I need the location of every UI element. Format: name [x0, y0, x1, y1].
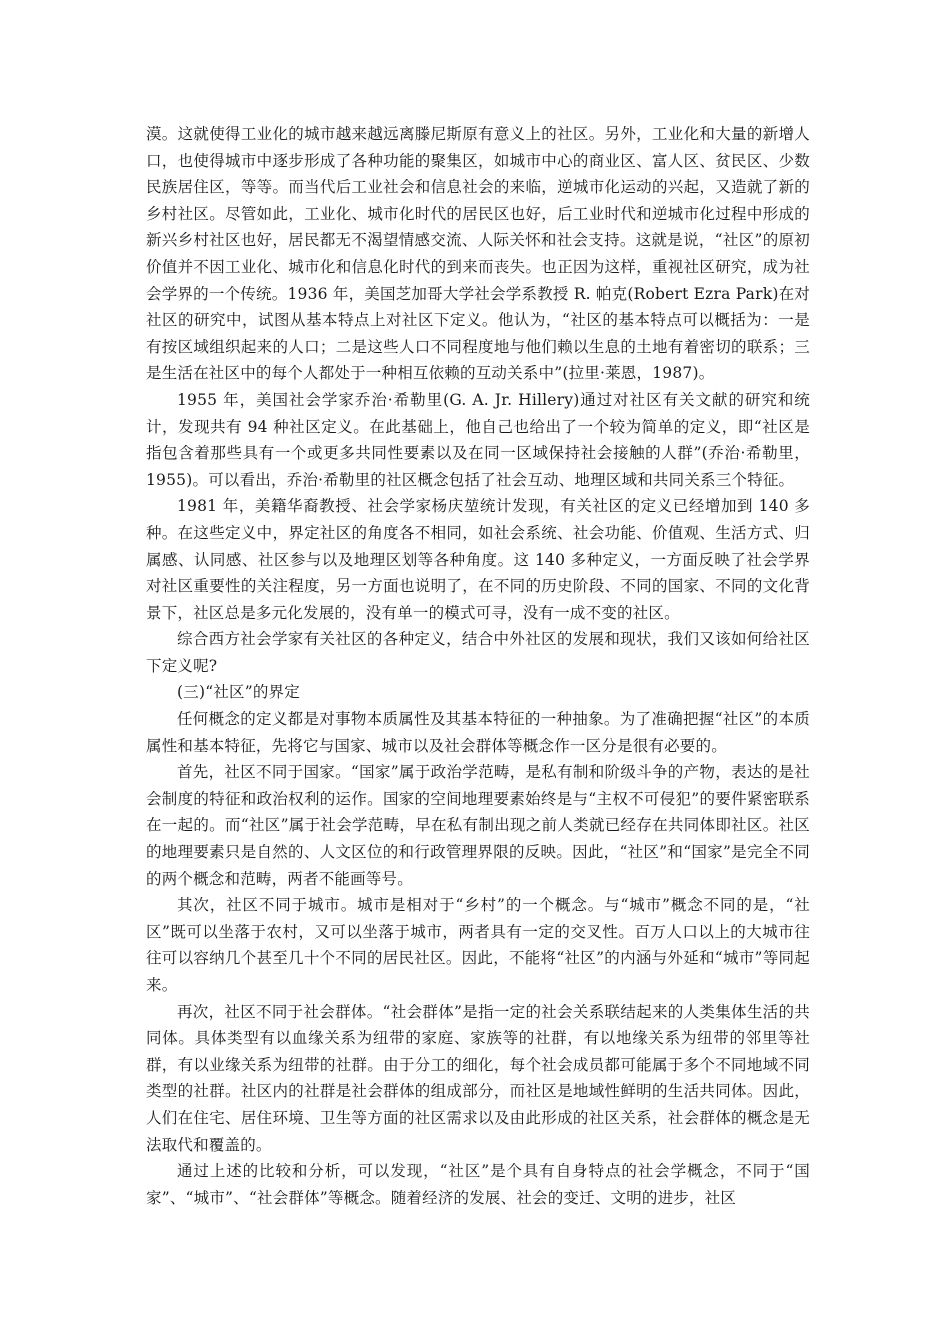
paragraph-not-group: 再次，社区不同于社会群体。“社会群体”是指一定的社会关系联结起来的人类集体生活的共同体。具体类型有以血缘关系为纽带的家庭、家族等的社群，有以地缘关系为纽带的邻里等社群，有以业缘关系为纽带的社群。由于分工的细化，每个社会成员都可能属于多个不同地域不同类型的社群。社区内的社群是社会群体的组成部分，而社区是地域性鲜明的生活共同体。因此，人们在住宅、居住环境、卫生等方面的社区需求以及由此形成的社区关系，社会群体的概念是无法取代和覆盖的。: [146, 1002, 810, 1154]
paragraph-not-state: 首先，社区不同于国家。“国家”属于政治学范畴，是私有制和阶级斗争的产物，表达的是社会制度的特征和政治权利的运作。国家的空间地理要素始终是与“主权不可侵犯”的要件紧密联系在一起的。而“社区”属于社会学范畴，早在私有制出现之前人类就已经存在共同体即社区。社区的地理要素只是自然的、人文区位的和行政管理界限的反映。因此，“社区”和“国家”是完全不同的两个概念和范畴，两者不能画等号。: [146, 763, 810, 888]
paragraph-yang: 1981 年，美籍华裔教授、社会学家杨庆堃统计发现，有关社区的定义已经增加到 140 多种。在这些定义中，界定社区的角度各不相同，如社会系统、社会功能、价值观、生活方式、归属感、认同感、社区参与以及地理区划等各种角度。这 140 多种定义，一方面反映了社会学界对社区重要性的关注程度，另一方面也说明了，在不同的历史阶段、不同的国家、不同的文化背景下，社区总是多元化发展的，没有单一的模式可寻，没有一成不变的社区。: [146, 497, 810, 622]
paragraph-not-city: 其次，社区不同于城市。城市是相对于“乡村”的一个概念。与“城市”概念不同的是，“社区”既可以坐落于农村，又可以坐落于城市，两者具有一定的交叉性。百万人口以上的大城市往往可以容纳几个甚至几十个不同的居民社区。因此，不能将“社区”的内涵与外延和“城市”等同起来。: [146, 896, 810, 994]
body-text: [146, 121, 810, 1211]
section-heading: (三)“社区”的界定: [177, 683, 300, 702]
paragraph-conclusion: 通过上述的比较和分析，可以发现，“社区”是个具有自身特点的社会学概念，不同于“国家”、“城市”、“社会群体”等概念。随着经济的发展、社会的变迁、文明的进步，社区: [146, 1162, 810, 1207]
paragraph-definition-intro: 任何概念的定义都是对事物本质属性及其基本特征的一种抽象。为了准确把握“社区”的本质属性和基本特征，先将它与国家、城市以及社会群体等概念作一区分是很有必要的。: [146, 710, 810, 755]
paragraph-question: 综合西方社会学家有关社区的各种定义，结合中外社区的发展和现状，我们又该如何给社区下定义呢?: [146, 630, 810, 675]
paragraph-continuation: 漠。这就使得工业化的城市越来越远离滕尼斯原有意义上的社区。另外，工业化和大量的新增人口，也使得城市中逐步形成了各种功能的聚集区，如城市中心的商业区、富人区、贫民区、少数民族居住区，等等。而当代后工业社会和信息社会的来临，逆城市化运动的兴起，又造就了新的乡村社区。尽管如此，工业化、城市化时代的居民区也好，后工业时代和逆城市化过程中形成的新兴乡村社区也好，居民都无不渴望情感交流、人际关怀和社会支持。这就是说，“社区”的原初价值并不因工业化、城市化和信息化时代的到来而丧失。也正因为这样，重视社区研究，成为社会学界的一个传统。1936 年，美国芝加哥大学社会学系教授 R. 帕克(Robert Ezra Park)在对社区的研究中，试图从基本特点上对社区下定义。他认为，“社区的基本特点可以概括为：一是有按区域组织起来的人口；二是这些人口不同程度地与他们赖以生息的土地有着密切的联系；三是生活在社区中的每个人都处于一种相互依赖的互动关系中”(拉里·莱恩，1987)。: [146, 125, 810, 383]
paragraph-hillery: 1955 年，美国社会学家乔治·希勒里(G. A. Jr. Hillery)通过对社区有关文献的研究和统计，发现共有 94 种社区定义。在此基础上，他自己也给出了一个较为简单的定义，即“社区是指包含着那些具有一个或更多共同性要素以及在同一区域保持社会接触的人群”(乔治·希勒里，1955)。可以看出，乔治·希勒里的社区概念包括了社会互动、地理区域和共同关系三个特征。: [146, 390, 810, 489]
